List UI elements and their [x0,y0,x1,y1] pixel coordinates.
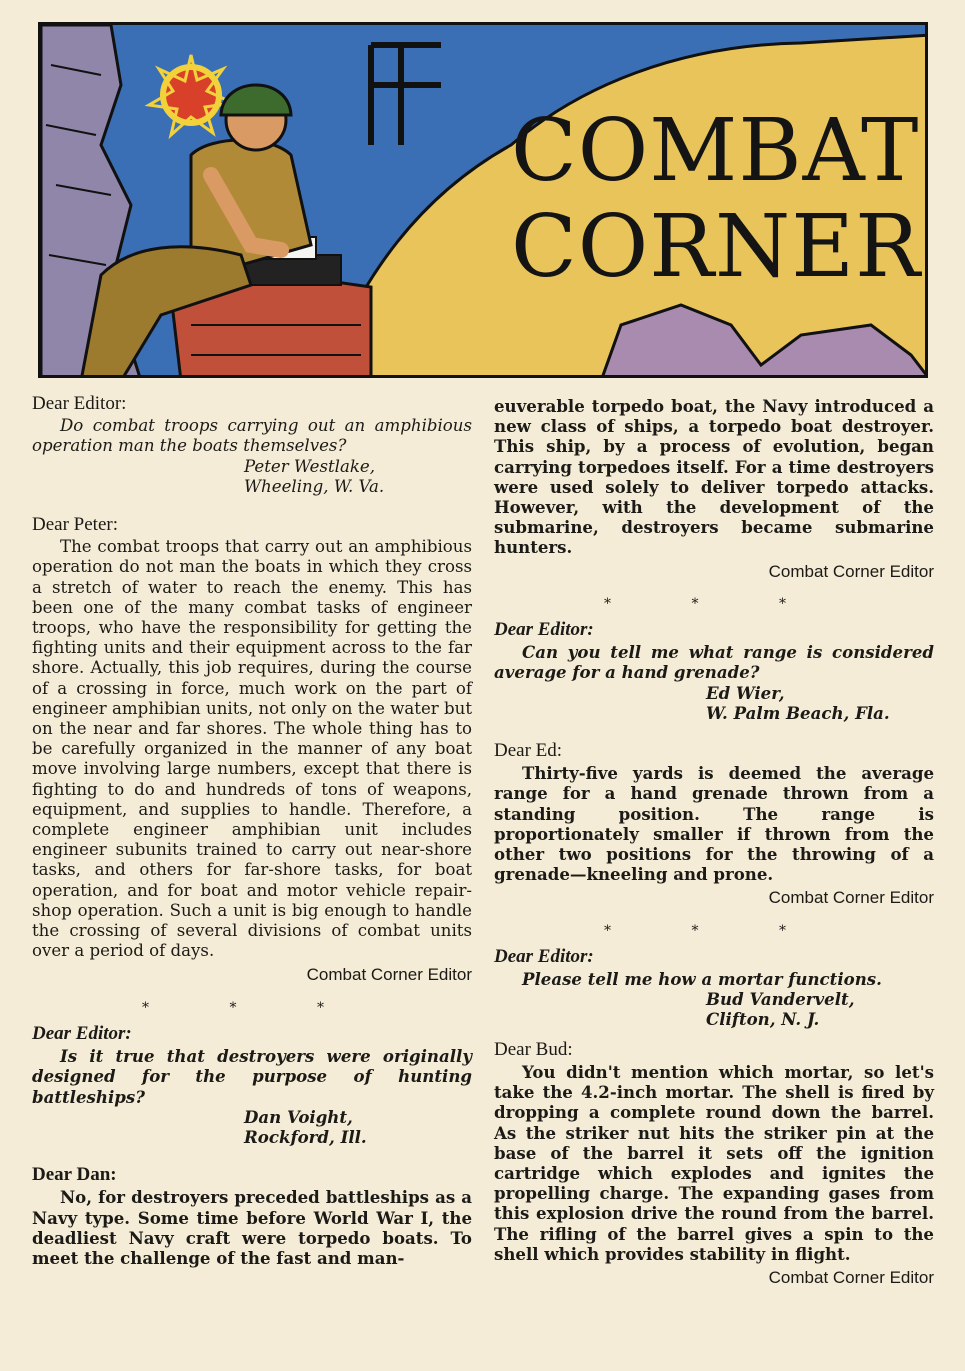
left-column [32,394,472,1268]
reply4-body: You didn't mention which mortar, so let's take the 4.2-inch mortar. The shell is fired by dropping a complete round down the barrel. As the striker nut hits the striker pin at the base of the barrel it sets off the ignition cartridge which explodes and ignites the propelling charge. The expanding gases from this explosion drive the round from the barrel. The rifling of the barrel gives a spin to the shell which provides stability in flight. [494,1061,934,1264]
reply2-salute: Dear Dan: [32,1164,117,1186]
reply1-salute: Dear Peter: [32,514,118,536]
letter4-signature-name: Bud Vandervelt, [706,989,855,1010]
letter4-question: Please tell me how a mortar functions. [522,969,882,990]
reply4-editor-signature: Combat Corner Editor [768,1267,934,1287]
reply2-editor-signature: Combat Corner Editor [768,561,934,581]
reply1-editor-signature: Combat Corner Editor [306,965,472,985]
letter1-question: Do combat troops carrying out an amphibious operation man the boats themselves? [32,416,472,456]
reply3-body: Thirty-five yards is deemed the average range for a hand grenade thrown from a standing position. The range is proportionately smaller if thrown from the other two positions for the throwing of a grenade—kneeling and prone. [494,763,934,885]
reply3-editor-signature: Combat Corner Editor [768,888,934,908]
header-illustration [38,22,928,378]
letter3-question: Can you tell me what range is considered average for a hand grenade? [494,642,934,683]
reply2-body-part1: No, for destroyers preceded battleships as a Navy type. Some time before World War I, the deadliest Navy craft were torpedo boats. To meet the challenge of the fast and man- [32,1187,472,1268]
letter3-signature-name: Ed Wier, [706,682,785,703]
title-line-2: CORNER [511,197,921,297]
title-line-1: COMBAT [511,101,920,201]
letter2-signature-place: Rockford, Ill. [244,1126,367,1147]
letter3-signature-place: W. Palm Beach, Fla. [706,702,890,723]
letter3-salute: Dear Editor: [494,619,594,641]
letter2-signature-name: Dan Voight, [244,1106,353,1127]
letter2-question: Is it true that destroyers were originally designed for the purpose of hunting battleships? [32,1046,472,1107]
letter4-salute: Dear Editor: [494,945,594,967]
separator-2: * * * [604,595,824,612]
separator-3: * * * [604,922,824,939]
right-column [494,396,934,1288]
reply3-salute: Dear Ed: [494,740,563,762]
letter1-signature-place: Wheeling, W. Va. [244,476,385,496]
letter1-signature-name: Peter Westlake, [244,456,375,476]
reply1-body: The combat troops that carry out an amphibious operation do not man the boats in which they cross a stretch of water to reach the enemy. This has been one of the many combat tasks of engineer troops, who have the responsibility for getting the fighting units and their equipment across to the far shore. Actually, this job requires, during the course of a crossing in force, much work on the part of engineer amphibian units, not only on the water but on the near and far shores. The whole thing has to be carefully organized in the manner of any boat move involving large numbers, except that there is fighting to do and hundreds of tons of weapons, equipment, and supplies to handle. Therefore, a complete engineer amphibian unit includes engineer subunits trained to carry out near-shore tasks, and others for far-shore tasks, for boat operation, and for boat and motor vehicle repair-shop operation. Such a unit is big enough to handle the crossing of several divisions of combat units over a period of days. [32,537,472,961]
letter1-salute: Dear Editor: [32,393,127,414]
separator-1: * * * [142,999,362,1016]
letter2-salute: Dear Editor: [32,1022,132,1044]
letter4-signature-place: Clifton, N. J. [706,1009,820,1030]
reply4-salute: Dear Bud: [494,1038,573,1060]
reply2-body-part2: euverable torpedo boat, the Navy introduced a new class of ships, a torpedo boat destroyer. This ship, by a process of evolution, began carrying torpedoes itself. For a time destroyers were used solely to deliver torpedo attacks. However, with the development of the submarine, destroyers became submarine hunters. [494,396,934,558]
column-title [511,101,921,297]
